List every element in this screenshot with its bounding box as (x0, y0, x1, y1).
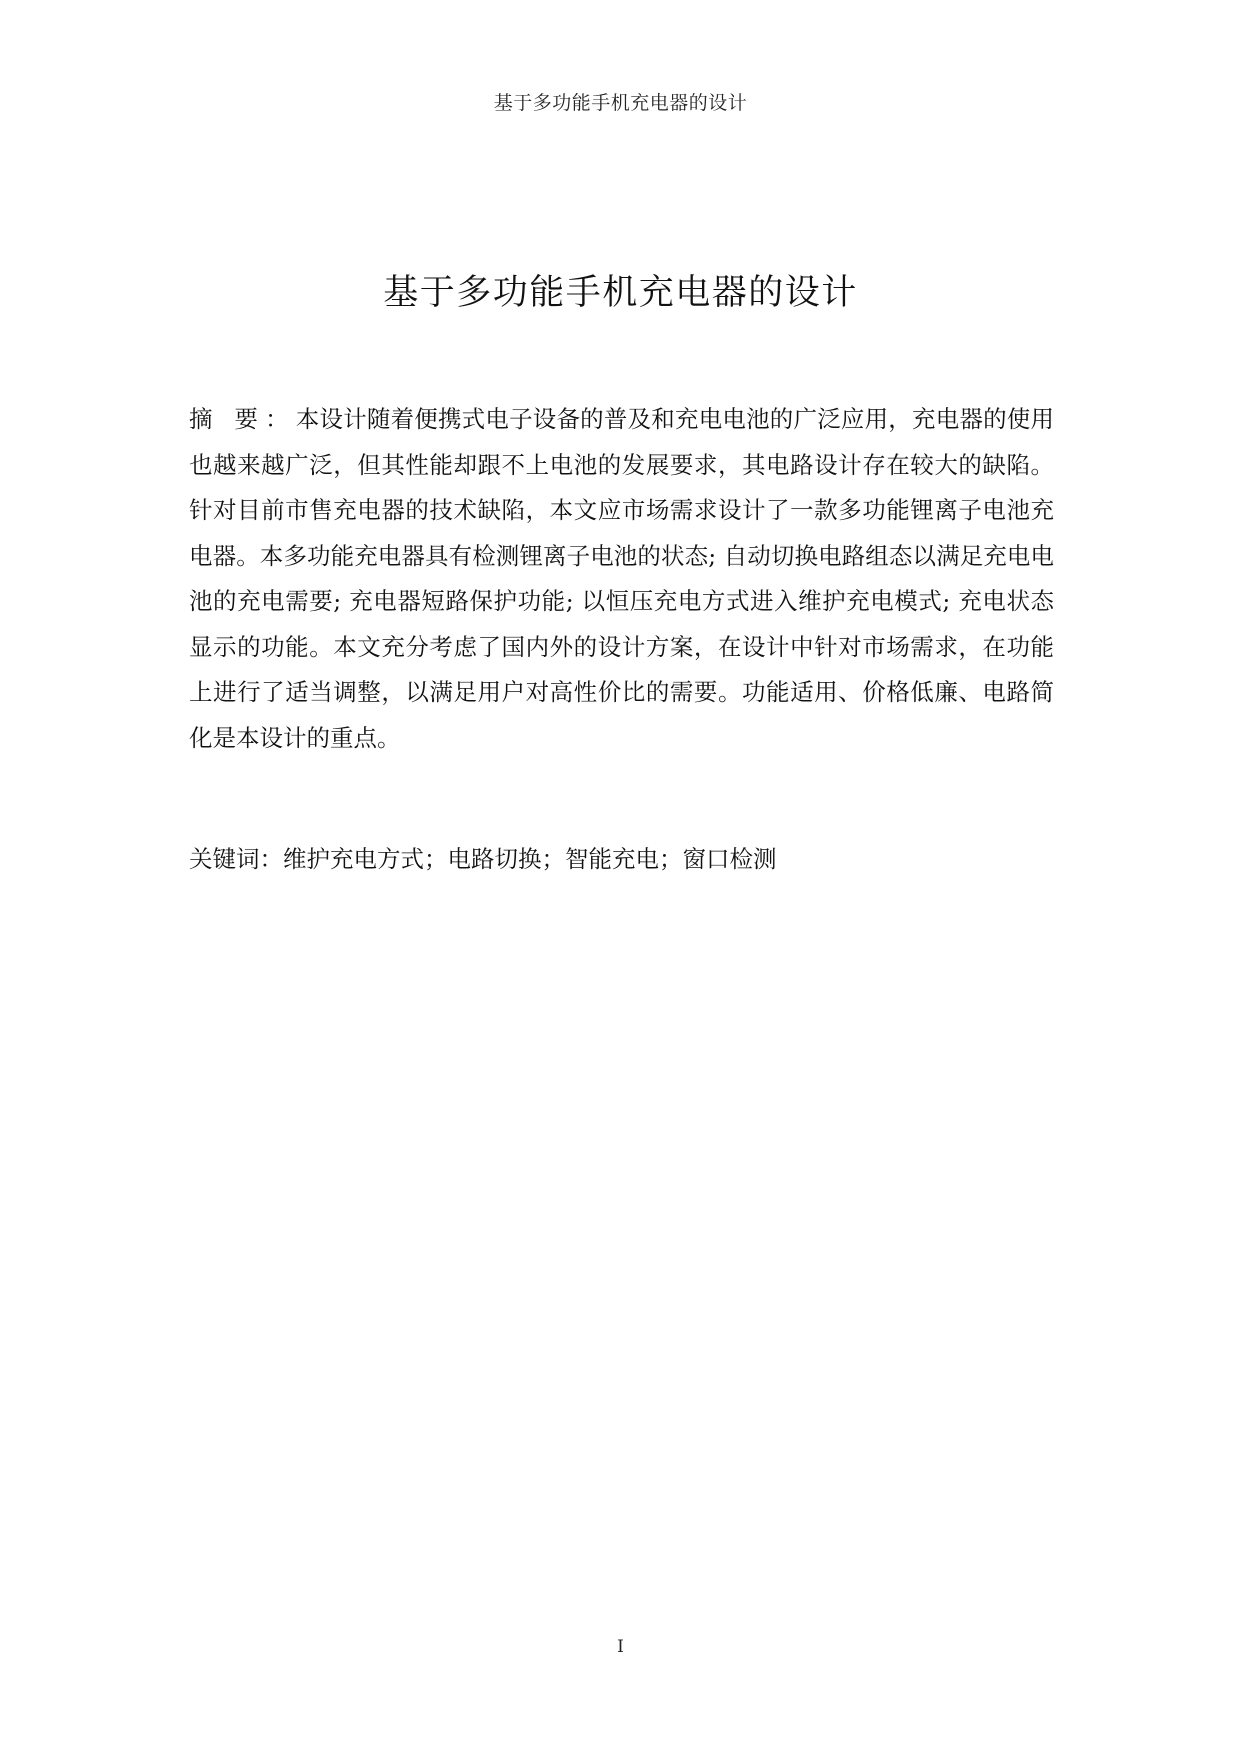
running-header: 基于多功能手机充电器的设计 (493, 92, 748, 114)
page-title: 基于多功能手机充电器的设计 (383, 273, 858, 313)
keyword-item: 电路切换； (447, 845, 565, 873)
keyword-item: 智能充电； (565, 845, 683, 873)
abstract-label: 摘 要： (189, 405, 296, 433)
abstract-body: 本设计随着便携式电子设备的普及和充电电池的广泛应用，充电器的使用也越来越广泛，但其性能却跟不上电池的发展要求，其电路设计存在较大的缺陷。针对目前市售充电器的技术缺陷，本文应市场需求设计了一款多功能锂离子电池充电器。本多功能充电器具有检测锂离子电池的状态; 自动切换电路组态以满足充电电池的充电需要; 充电器短路保护功能; 以恒压充电方式进入维护充电模式; 充电状态显示的功能。本文充分考虑了国内外的设计方案，在设计中针对市场需求，在功能上进行了适当调整，以满足用户对高性价比的需要。功能适用、价格低廉、电路简化是本设计的重点。 (189, 405, 1054, 752)
keywords-line (189, 837, 1054, 883)
keyword-item: 维护充电方式； (283, 845, 448, 873)
keywords-label: 关键词： (189, 845, 283, 873)
keyword-item: 窗口检测 (682, 845, 777, 873)
abstract-paragraph (189, 397, 1054, 761)
page-number: I (617, 1637, 624, 1657)
